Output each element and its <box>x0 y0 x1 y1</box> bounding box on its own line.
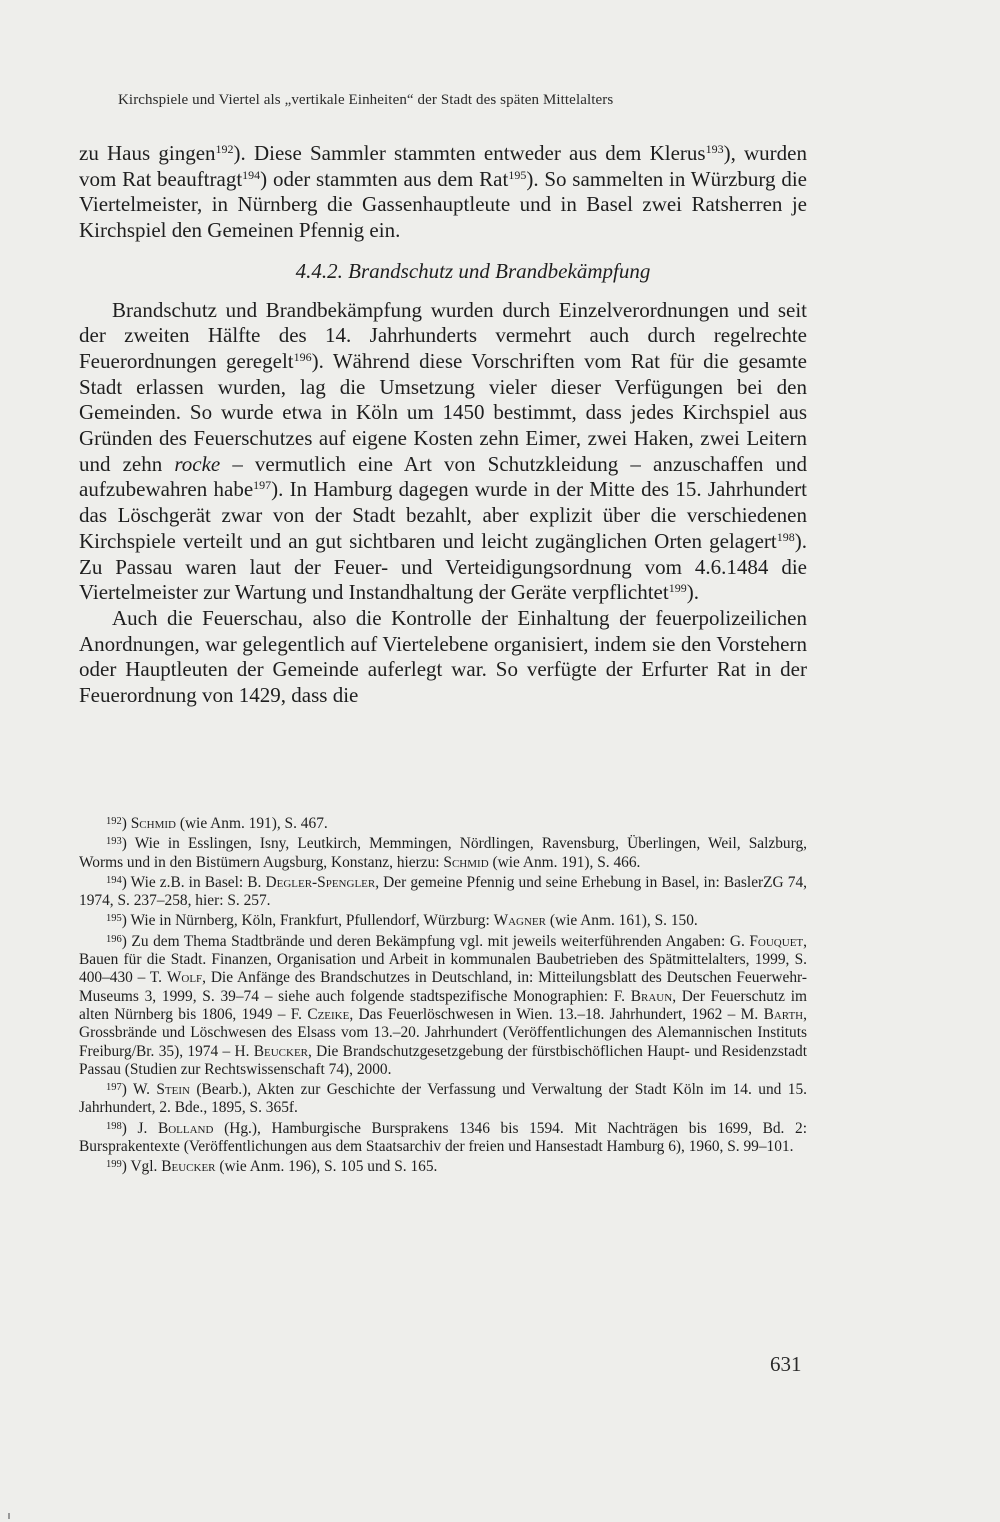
page-number: 631 <box>770 1352 802 1376</box>
footnotes <box>79 813 807 1177</box>
footnote-text: (wie Anm. 191), S. 466. <box>488 853 641 871</box>
footnote-text: ) W. <box>121 1081 157 1099</box>
section-heading: 4.4.2. Brandschutz und Brandbekämpfung <box>295 258 651 283</box>
footnote-number: 192 <box>106 816 122 827</box>
footnote-text: (wie Anm. 191), S. 467. <box>175 815 328 832</box>
footnote-author: Barth <box>763 1005 804 1023</box>
footnote-number: 193 <box>106 836 122 848</box>
footnote-197 <box>79 1079 807 1118</box>
footnote-ref-194: 194 <box>242 167 261 182</box>
footnote-text: , Das Feuerlöschwesen in Wien. 13.–18. Jahrhundert, 1962 – M. <box>349 1005 764 1023</box>
footnote-number: 199 <box>106 1159 122 1171</box>
footnote-196 <box>79 931 807 1079</box>
footnote-195 <box>79 910 807 930</box>
footnote-text: , Die Brandschutzgesetzgebung der fürstbischöflichen Haupt- und Residenzstadt Passau (Studien zur Rechtswissenschaft 74), 2000. <box>79 1042 807 1078</box>
footnote-ref-197: 197 <box>253 478 272 493</box>
footnote-text: ) Wie in Nürnberg, Köln, Frankfurt, Pfullendorf, Würzburg: <box>121 912 494 930</box>
paragraph-2 <box>79 298 807 606</box>
footnote-text: (Bearb.), Akten zur Geschichte der Verfassung und Verwaltung der Stadt Köln im 14. und 15. Jahrhundert, 2. Bde., 1895, S. 365f. <box>79 1081 807 1117</box>
footnote-author: Fouquet <box>749 932 804 950</box>
footnote-text: , Der gemeine Pfennig und seine Erhebung in Basel, in: BaslerZG 74, 1974, S. 237–258, hier: S. 257. <box>79 873 807 910</box>
footnote-198 <box>79 1118 807 1157</box>
paragraph-1 <box>79 141 807 244</box>
footnote-number: 197 <box>106 1082 122 1094</box>
p2-text-3: – vermutlich eine Art von Schutzkleidung – anzuschaffen und aufzubewahren habe <box>79 451 807 502</box>
p2-text-2: ). Während diese Vorschriften vom Rat für die gesamte Stadt erlassen wurden, lag die Umsetzung vieler dieser Verfügungen bei den Gemeinden. So wurde etwa in Köln um 1450 bestimmt, dass jedes Kirchspiel aus Gründen des Feuerschutzes auf eigene Kosten zehn Eimer, zwei Haken, zwei Leitern und zehn <box>79 348 807 476</box>
footnote-text: (Hg.), Hamburgische Bursprakens 1346 bis 1594. Mit Nachträgen bis 1699, Bd. 2: Bursprakentexte (Veröffentlichungen aus dem Staatsarchiv der freien und Hansestadt Hamburg 6), 1960, S. 99–101. <box>79 1119 807 1156</box>
p1-text-5: ). So sammelten in Würzburg die Viertelmeister, in Nürnberg die Gassenhauptleute und in Basel zwei Ratsherren je Kirchspiel den Gemeinen Pfennig ein. <box>79 166 807 243</box>
running-head: Kirchspiele und Viertel als „vertikale Einheiten“ der Stadt des späten Mittelalters <box>118 92 614 108</box>
footnote-author: Bolland <box>157 1119 214 1137</box>
footnote-author: Braun <box>630 987 673 1005</box>
footnote-number: 194 <box>106 874 122 886</box>
footnote-text: , Der Feuerschutz im alten Nürnberg bis 1806, 1949 – F. <box>79 987 807 1023</box>
footnote-text: ) Vgl. <box>121 1158 162 1176</box>
p2-text-4: ). In Hamburg dagegen wurde in der Mitte des 15. Jahrhundert das Löschgerät zwar von der Stadt bezahlt, aber explizit über die verschiedenen Kirchspiele verteilt und an gut sichtbaren und leicht zugänglichen Orten gelagert <box>79 477 807 553</box>
footnote-text: , Bauen für die Stadt. Finanzen, Organisation und Arbeit in kommunalen Baubetrieben des Spätmittelalters, 1999, S. 400–430 – T. <box>79 932 807 987</box>
footnote-text: (wie Anm. 161), S. 150. <box>546 912 698 930</box>
footnote-text: ) <box>121 815 131 832</box>
footnote-ref-196: 196 <box>293 349 312 364</box>
p2-term-rocke: rocke <box>174 451 221 476</box>
footnote-text: ) Wie in Esslingen, Isny, Leutkirch, Memmingen, Nördlingen, Ravensburg, Überlingen, Weil, Salzburg, Worms und in den Bistümern Augsburg, Konstanz, hierzu: <box>79 835 807 871</box>
p2-text-5: ). Zu Passau waren laut der Feuer- und Verteidigungsordnung vom 4.6.1484 die Viertelmeister zur Wartung und Instandhaltung der Geräte verpflichtet <box>79 528 807 605</box>
footnote-author: Beucker <box>253 1042 308 1060</box>
p1-text-1: zu Haus gingen <box>79 141 216 165</box>
scan-margin-mark <box>8 1513 10 1519</box>
footnote-192 <box>79 813 807 833</box>
footnote-ref-195: 195 <box>508 167 527 182</box>
footnote-author: Schmid <box>443 853 489 871</box>
footnote-ref-199: 199 <box>668 581 687 596</box>
footnote-author: Stein <box>156 1081 190 1099</box>
p1-text-4: ) oder stammten aus dem Rat <box>260 166 509 191</box>
footnote-ref-192: 192 <box>215 142 234 156</box>
footnote-193 <box>79 833 807 872</box>
p1-text-2: ). Diese Sammler stammten entweder aus dem Klerus <box>233 141 706 165</box>
p1-text-3: ), wurden vom Rat beauftragt <box>79 141 808 191</box>
footnote-number: 195 <box>106 913 122 925</box>
footnote-199 <box>79 1156 807 1176</box>
p2-text-1: Brandschutz und Brandbekämpfung wurden durch Einzelverordnungen und seit der zweiten Hälfte des 14. Jahrhunderts vermehrt auch durch regelrechte Feuerordnungen geregelt <box>79 297 807 373</box>
footnote-194 <box>79 872 807 911</box>
footnote-text: , Grossbrände und Löschwesen des Elsass vom 13.–20. Jahrhundert (Veröffentlichungen des Alemannischen Instituts Freiburg/Br. 35), 1974 – H. <box>79 1005 807 1060</box>
footnote-author: Wagner <box>493 912 546 930</box>
footnote-number: 196 <box>106 933 122 945</box>
footnote-number: 198 <box>106 1120 122 1132</box>
footnote-author: Degler-Spengler <box>265 873 376 891</box>
footnote-ref-193: 193 <box>705 142 724 156</box>
main-text <box>79 141 807 709</box>
footnote-text: ) Wie z.B. in Basel: B. <box>121 873 266 891</box>
footnote-text: ) J. <box>121 1119 158 1137</box>
footnote-author: Beucker <box>161 1158 216 1176</box>
footnote-author: Czeike <box>307 1005 350 1023</box>
paragraph-3: Auch die Feuerschau, also die Kontrolle der Einhaltung der feuerpolizeilichen Anordnungen, war gelegentlich auf Viertelebene organisiert, indem sie den Vorstehern oder Hauptleuten der Gemeinde auferlegt war. So verfügte der Erfurter Rat in der Feuerordnung von 1429, dass die <box>79 605 807 708</box>
footnote-text: (wie Anm. 196), S. 105 und S. 165. <box>215 1158 438 1176</box>
footnote-ref-198: 198 <box>776 529 795 544</box>
footnote-author: Wolf <box>166 969 203 987</box>
footnote-text: ) Zu dem Thema Stadtbrände und deren Bekämpfung vgl. mit jeweils weiterführenden Angaben: G. <box>121 932 750 950</box>
footnote-text: , Die Anfänge des Brandschutzes in Deutschland, in: Mitteilungsblatt des Deutschen Feuerwehr-Museums 3, 1999, S. 39–74 – siehe auch folgende stadtspezifische Monographien: F. <box>79 969 807 1005</box>
footnote-author: Schmid <box>130 815 176 832</box>
p2-text-6: ). <box>686 580 699 605</box>
